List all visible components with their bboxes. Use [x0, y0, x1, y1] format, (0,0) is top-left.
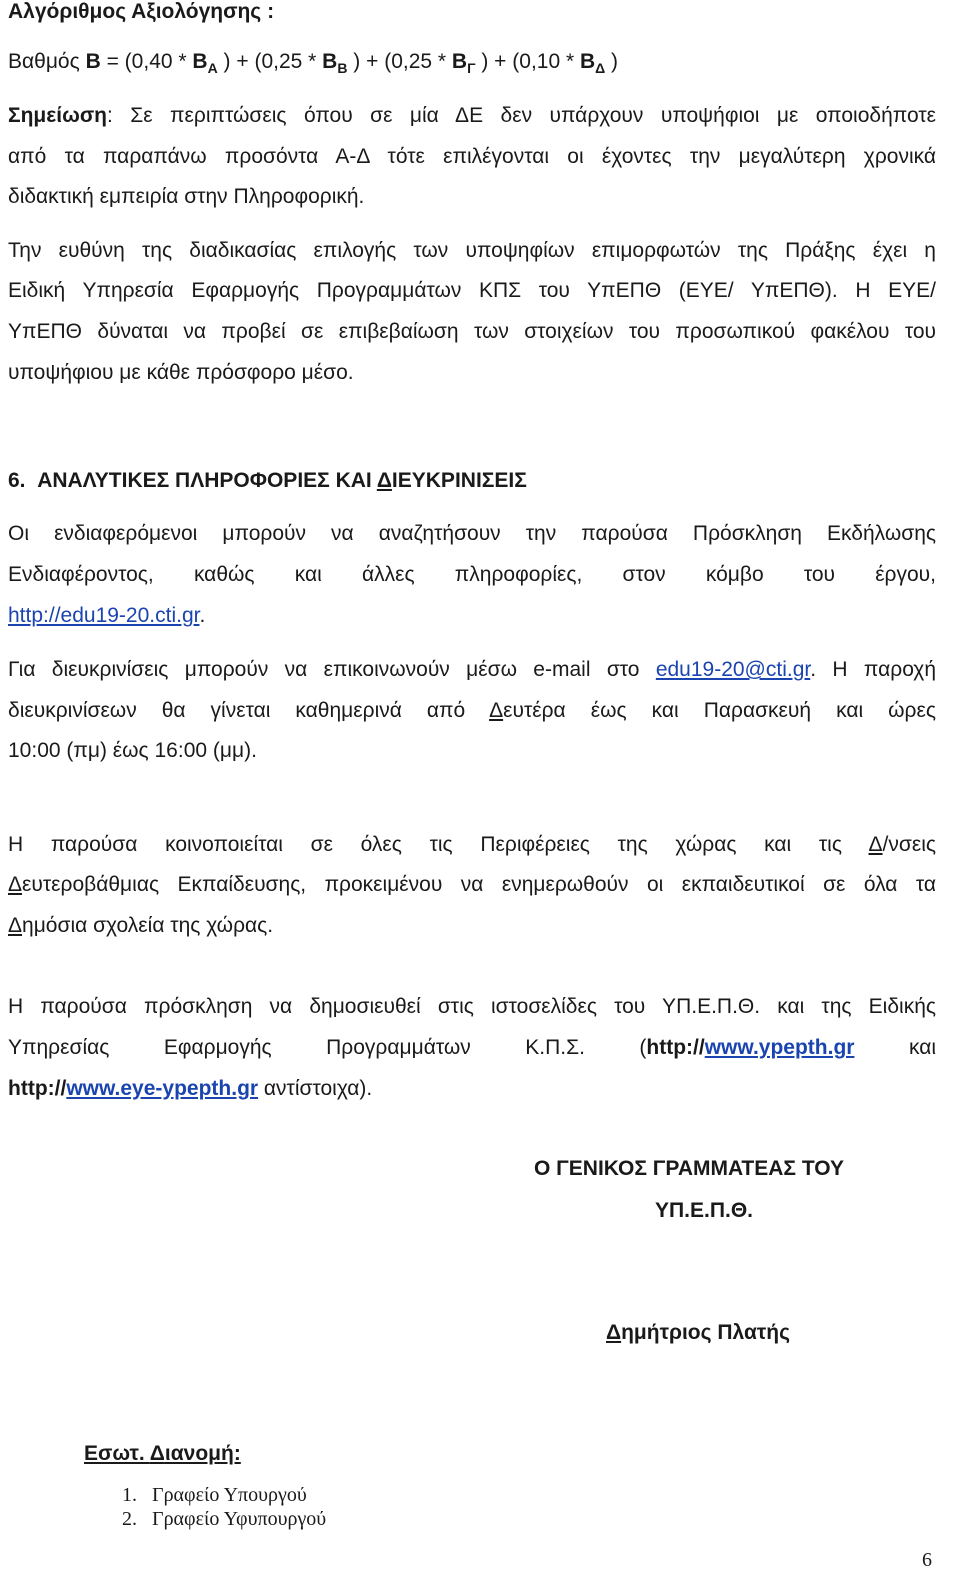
responsibility-line-1: Την ευθύνη της διαδικασίας επιλογής των υποψηφίων επιμορφωτών της Πράξης έχει η	[8, 239, 936, 262]
ypepth-link[interactable]: www.ypepth.gr	[704, 1036, 855, 1059]
responsibility-line-3: ΥπΕΠΘ δύναται να προβεί σε επιβεβαίωση των στοιχείων του προσωπικού φακέλου του	[8, 320, 936, 343]
responsibility-line-4: υποψήφιου με κάθε πρόσφορο μέσο.	[8, 361, 354, 384]
signature-name: Δημήτριος Πλατής	[606, 1321, 790, 1344]
contact-line-1: Για διευκρινίσεις μπορούν να επικοινωνούν μέσω e-mail στο edu19-20@cti.gr. Η παροχή	[8, 658, 937, 681]
publish-line-3: http://www.eye-ypepth.gr αντίστοιχα).	[8, 1077, 373, 1100]
contact-line-2: διευκρινίσεων θα γίνεται καθημερινά από Δευτέρα έως και Παρασκευή και ώρες	[8, 699, 936, 722]
signature-title-2: ΥΠ.Ε.Π.Θ.	[655, 1199, 754, 1222]
notify-line-3: Δημόσια σχολεία της χώρας.	[8, 914, 274, 937]
note-line-1: Σημείωση: Σε περιπτώσεις όπου σε μία ΔΕ δεν υπάρχουν υποψήφιοι με οποιοδήποτε	[8, 104, 936, 127]
distribution-item: 1. Γραφείο Υπουργού	[122, 1484, 307, 1506]
notify-line-1: Η παρούσα κοινοποιείται σε όλες τις Περιφέρειες της χώρας και τις Δ/νσεις	[8, 833, 936, 856]
info-line-3: http://edu19-20.cti.gr.	[8, 604, 206, 627]
section-6-heading: 6. ΑΝΑΛΥΤΙΚΕΣ ΠΛΗΡΟΦΟΡΙΕΣ ΚΑΙ ΔΙΕΥΚΡΙΝΙΣΕΙΣ	[8, 469, 527, 492]
publish-line-1: Η παρούσα πρόσκληση να δημοσιευθεί στις ιστοσελίδες του ΥΠ.Ε.Π.Θ. και της Ειδικής	[8, 995, 936, 1018]
note-line-3: διδακτική εμπειρία στην Πληροφορική.	[8, 185, 365, 208]
info-line-1: Οι ενδιαφερόμενοι μπορούν να αναζητήσουν την παρούσα Πρόσκληση Εκδήλωσης	[8, 522, 936, 545]
signature-title-1: Ο ΓΕΝΙΚΟΣ ΓΡΑΜΜΑΤΕΑΣ ΤΟΥ	[534, 1157, 845, 1180]
info-line-2: Ενδιαφέροντος, καθώς και άλλες πληροφορίες, στον κόμβο του έργου,	[8, 563, 936, 586]
publish-line-2: Υπηρεσίας Εφαρμογής Προγραμμάτων Κ.Π.Σ. (http://www.ypepth.gr και	[8, 1036, 936, 1059]
contact-line-3: 10:00 (πμ) έως 16:00 (μμ).	[8, 739, 257, 762]
page-number: 6	[922, 1549, 932, 1571]
responsibility-line-2: Ειδική Υπηρεσία Εφαρμογής Προγραμμάτων ΚΠΣ του ΥπΕΠΘ (ΕΥΕ/ ΥπΕΠΘ). Η ΕΥΕ/	[8, 279, 936, 302]
distribution-item: 2. Γραφείο Υφυπουργού	[122, 1508, 327, 1530]
distribution-label: Εσωτ. Διανομή:	[84, 1442, 241, 1465]
note-line-2: από τα παραπάνω προσόντα Α-Δ τότε επιλέγονται οι έχοντες την μεγαλύτερη χρονικά	[8, 145, 936, 168]
contact-email-link[interactable]: edu19-20@cti.gr	[655, 658, 811, 681]
evaluation-heading: Αλγόριθμος Αξιολόγησης :	[8, 0, 275, 23]
notify-line-2: Δευτεροβάθμιας Εκπαίδευσης, προκειμένου να ενημερωθούν οι εκπαιδευτικοί σε όλα τα	[8, 873, 936, 896]
evaluation-formula: Βαθμός $B = (0,40 * B_A$ ) + ($0,25 * B_B$ ) + ($0,25 * B_\Gamma$ ) + ($0,10 * B_\Delta$ )	[8, 50, 619, 77]
project-site-link[interactable]: http://edu19-20.cti.gr	[8, 604, 200, 627]
eye-ypepth-link[interactable]: www.eye-ypepth.gr	[66, 1077, 259, 1100]
